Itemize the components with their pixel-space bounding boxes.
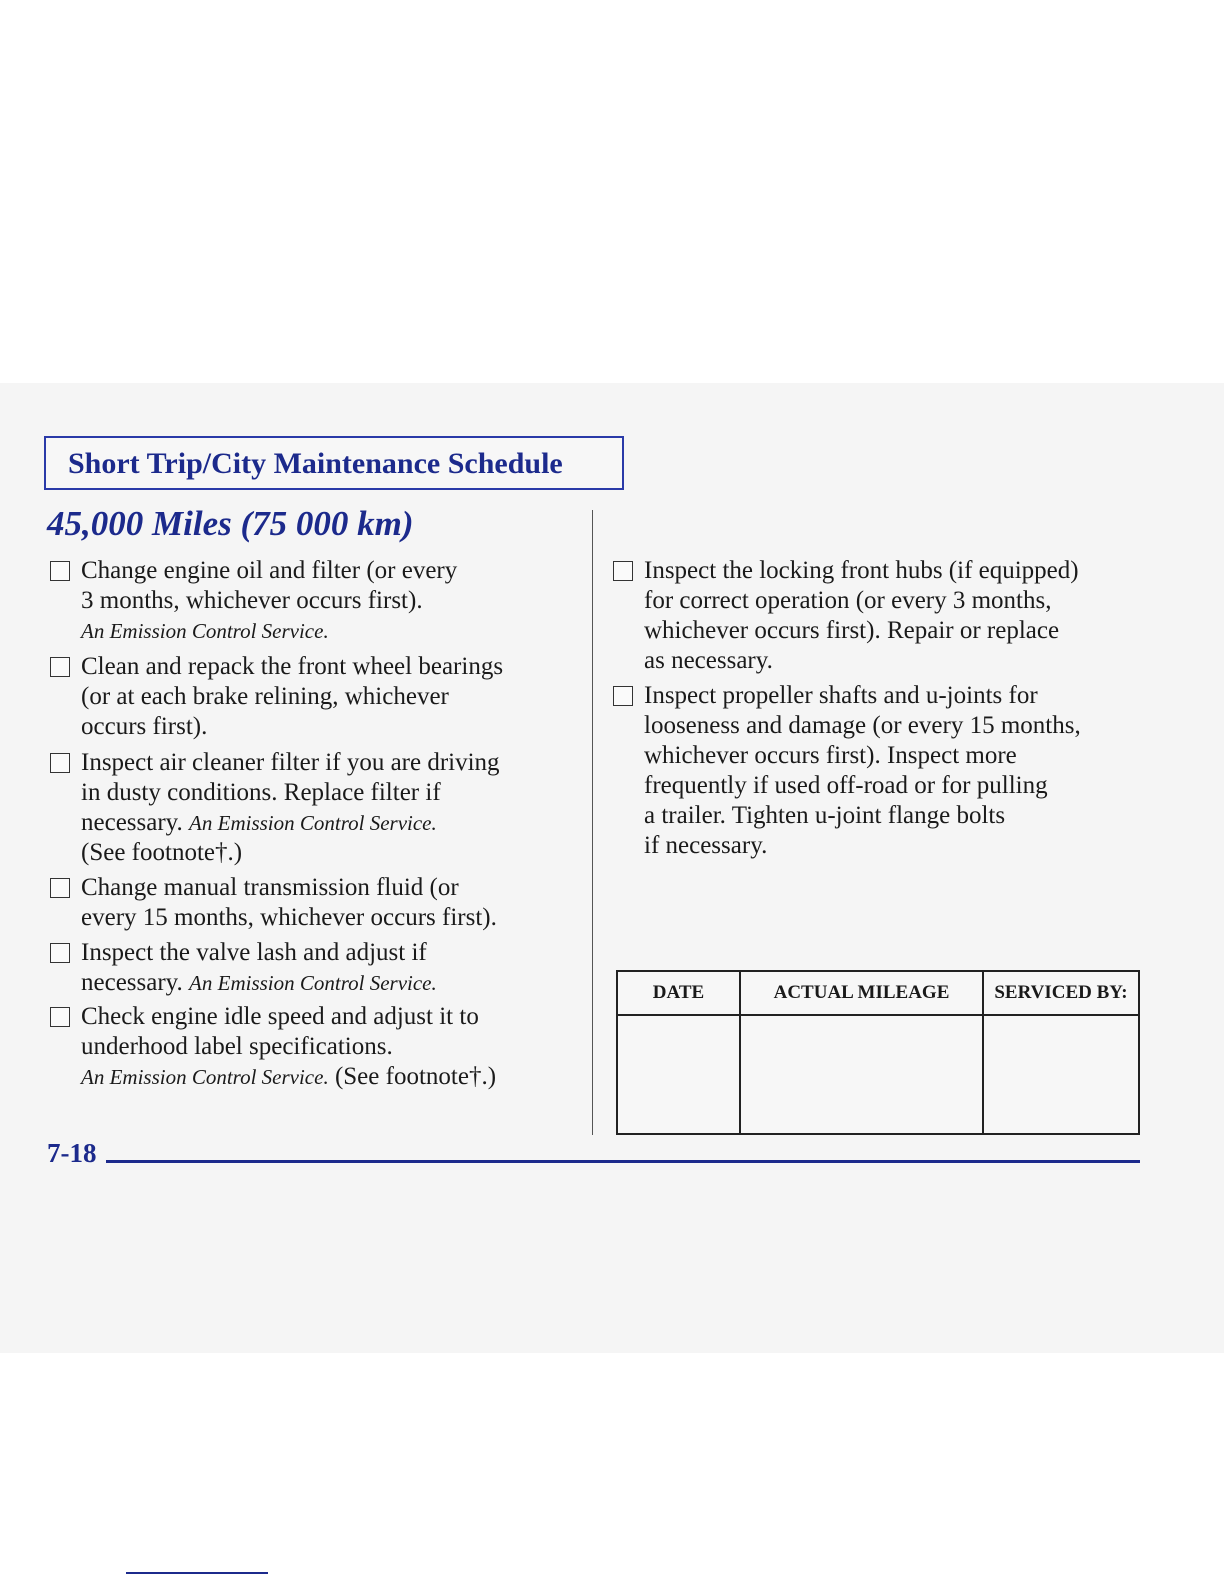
item-line: underhood label specifications.	[81, 1033, 393, 1060]
checkbox-wheel-bearings[interactable]	[50, 657, 70, 677]
item-line: frequently if used off-road or for pulling	[644, 772, 1048, 799]
item-text	[81, 652, 503, 742]
service-record-table	[616, 970, 1140, 1135]
item-line: 3 months, whichever occurs first).	[81, 587, 423, 614]
emission-note: An Emission Control Service.	[81, 1065, 329, 1089]
schedule-title-box	[44, 436, 624, 490]
item-line: every 15 months, whichever occurs first).	[81, 904, 497, 931]
footnote-reference: (See footnote†.)	[334, 1063, 497, 1090]
table-header-date: DATE	[652, 982, 705, 1003]
checkbox-change-oil[interactable]	[50, 561, 70, 581]
footer-rule	[106, 1160, 1140, 1163]
footnote-reference: (See footnote†.)	[81, 839, 243, 866]
item-line: Inspect air cleaner filter if you are driving	[81, 749, 500, 776]
bottom-mark	[126, 1572, 268, 1574]
item-line: a trailer. Tighten u-joint flange bolts	[644, 802, 1006, 829]
checkbox-idle-speed[interactable]	[50, 1007, 70, 1027]
item-line: necessary.	[81, 969, 183, 996]
item-line: Inspect propeller shafts and u-joints for	[644, 682, 1038, 709]
table-cell-date[interactable]	[618, 1016, 739, 1133]
checkbox-propeller-shafts[interactable]	[613, 686, 633, 706]
page-number: 7-18	[47, 1138, 97, 1168]
item-line: if necessary.	[644, 832, 768, 859]
checkbox-manual-transmission[interactable]	[50, 878, 70, 898]
checkbox-valve-lash[interactable]	[50, 943, 70, 963]
column-divider	[592, 510, 593, 1135]
emission-note: An Emission Control Service.	[81, 619, 329, 643]
item-line: Check engine idle speed and adjust it to	[81, 1003, 479, 1030]
item-line: Change manual transmission fluid (or	[81, 874, 459, 901]
item-line: necessary.	[81, 809, 183, 836]
item-line: as necessary.	[644, 647, 773, 674]
item-text	[644, 681, 1081, 861]
item-text	[644, 556, 1079, 676]
table-cell-serviced-by[interactable]	[984, 1016, 1138, 1133]
item-line: Inspect the locking front hubs (if equipped)	[644, 557, 1079, 584]
schedule-title: Short Trip/City Maintenance Schedule	[68, 447, 563, 480]
item-line: in dusty conditions. Replace filter if	[81, 779, 441, 806]
mileage-heading: 45,000 Miles (75 000 km)	[47, 504, 414, 543]
item-line: whichever occurs first). Inspect more	[644, 742, 1017, 769]
item-text	[81, 748, 500, 868]
emission-note: An Emission Control Service.	[189, 971, 437, 995]
item-line: whichever occurs first). Repair or replace	[644, 617, 1060, 644]
item-text	[81, 873, 497, 933]
emission-note: An Emission Control Service.	[189, 811, 437, 835]
item-line: (or at each brake relining, whichever	[81, 683, 449, 710]
item-line: occurs first).	[81, 713, 208, 740]
item-line: Change engine oil and filter (or every	[81, 557, 458, 584]
table-cell-actual-mileage[interactable]	[741, 1016, 982, 1133]
checkbox-air-cleaner[interactable]	[50, 753, 70, 773]
item-text	[81, 938, 437, 998]
item-line: for correct operation (or every 3 months,	[644, 587, 1052, 614]
checkbox-front-hubs[interactable]	[613, 561, 633, 581]
item-line: Inspect the valve lash and adjust if	[81, 939, 427, 966]
item-line: looseness and damage (or every 15 months,	[644, 712, 1081, 739]
item-line: Clean and repack the front wheel bearings	[81, 653, 504, 680]
table-header-serviced-by: SERVICED BY:	[994, 982, 1128, 1003]
table-header-actual-mileage: ACTUAL MILEAGE	[773, 982, 950, 1003]
item-text	[81, 556, 457, 646]
item-text	[81, 1002, 496, 1092]
